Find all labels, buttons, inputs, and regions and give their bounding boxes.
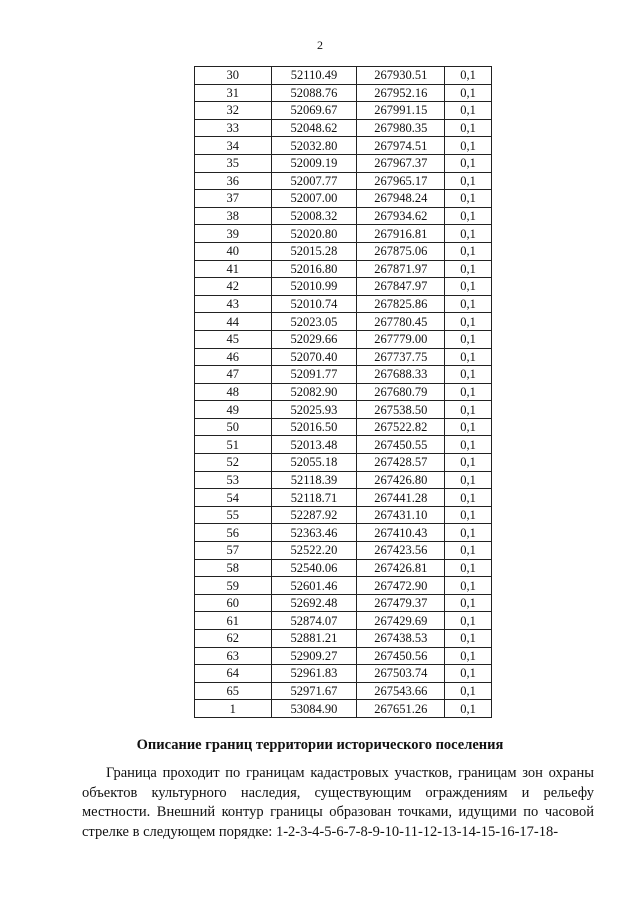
point-number-cell: 43 (195, 295, 272, 313)
accuracy-cell: 0,1 (445, 594, 492, 612)
x-coordinate-cell: 52881.21 (271, 630, 357, 648)
x-coordinate-cell: 52118.71 (271, 489, 357, 507)
x-coordinate-cell: 52110.49 (271, 67, 357, 85)
y-coordinate-cell: 267429.69 (357, 612, 445, 630)
y-coordinate-cell: 267423.56 (357, 542, 445, 560)
x-coordinate-cell: 52091.77 (271, 366, 357, 384)
y-coordinate-cell: 267479.37 (357, 594, 445, 612)
x-coordinate-cell: 52010.99 (271, 278, 357, 296)
table-row (195, 225, 492, 243)
table-row (195, 665, 492, 683)
accuracy-cell: 0,1 (445, 330, 492, 348)
point-number-cell: 55 (195, 506, 272, 524)
accuracy-cell: 0,1 (445, 489, 492, 507)
x-coordinate-cell: 52601.46 (271, 577, 357, 595)
accuracy-cell: 0,1 (445, 348, 492, 366)
point-number-cell: 65 (195, 682, 272, 700)
x-coordinate-cell: 52961.83 (271, 665, 357, 683)
x-coordinate-cell: 52032.80 (271, 137, 357, 155)
accuracy-cell: 0,1 (445, 436, 492, 454)
point-number-cell: 1 (195, 700, 272, 718)
accuracy-cell: 0,1 (445, 190, 492, 208)
y-coordinate-cell: 267410.43 (357, 524, 445, 542)
point-number-cell: 30 (195, 67, 272, 85)
table-row (195, 489, 492, 507)
point-number-cell: 33 (195, 119, 272, 137)
table-row (195, 454, 492, 472)
x-coordinate-cell: 52010.74 (271, 295, 357, 313)
table-row (195, 84, 492, 102)
x-coordinate-cell: 52013.48 (271, 436, 357, 454)
accuracy-cell: 0,1 (445, 67, 492, 85)
table-row (195, 313, 492, 331)
table-row (195, 700, 492, 718)
accuracy-cell: 0,1 (445, 207, 492, 225)
coordinates-table-body (195, 67, 492, 718)
y-coordinate-cell: 267438.53 (357, 630, 445, 648)
table-row (195, 559, 492, 577)
table-row (195, 383, 492, 401)
boundary-description-paragraph: Граница проходит по границам кадастровых участков, границам зон охраны объектов культурного наследия, существующим ограждениям и рельефу местности. Внешний контур границы образован точками, идущими по часовой стрелке в следующем порядке: 1-2-3-4-5-6-7-8-9-10-11-12-13-14-15-16-17-18- (82, 765, 594, 840)
y-coordinate-cell: 267875.06 (357, 242, 445, 260)
point-number-cell: 39 (195, 225, 272, 243)
accuracy-cell: 0,1 (445, 278, 492, 296)
accuracy-cell: 0,1 (445, 260, 492, 278)
accuracy-cell: 0,1 (445, 630, 492, 648)
table-row (195, 366, 492, 384)
y-coordinate-cell: 267779.00 (357, 330, 445, 348)
table-row (195, 260, 492, 278)
table-row (195, 418, 492, 436)
point-number-cell: 32 (195, 102, 272, 120)
y-coordinate-cell: 267965.17 (357, 172, 445, 190)
y-coordinate-cell: 267825.86 (357, 295, 445, 313)
y-coordinate-cell: 267871.97 (357, 260, 445, 278)
x-coordinate-cell: 52020.80 (271, 225, 357, 243)
point-number-cell: 31 (195, 84, 272, 102)
accuracy-cell: 0,1 (445, 665, 492, 683)
x-coordinate-cell: 52909.27 (271, 647, 357, 665)
table-row (195, 172, 492, 190)
accuracy-cell: 0,1 (445, 454, 492, 472)
x-coordinate-cell: 52692.48 (271, 594, 357, 612)
accuracy-cell: 0,1 (445, 418, 492, 436)
point-number-cell: 63 (195, 647, 272, 665)
y-coordinate-cell: 267426.80 (357, 471, 445, 489)
accuracy-cell: 0,1 (445, 542, 492, 560)
table-row (195, 647, 492, 665)
table-row (195, 102, 492, 120)
y-coordinate-cell: 267991.15 (357, 102, 445, 120)
y-coordinate-cell: 267472.90 (357, 577, 445, 595)
table-row (195, 524, 492, 542)
point-number-cell: 42 (195, 278, 272, 296)
point-number-cell: 45 (195, 330, 272, 348)
point-number-cell: 54 (195, 489, 272, 507)
table-row (195, 401, 492, 419)
y-coordinate-cell: 267522.82 (357, 418, 445, 436)
point-number-cell: 60 (195, 594, 272, 612)
x-coordinate-cell: 52069.67 (271, 102, 357, 120)
table-row (195, 542, 492, 560)
point-number-cell: 47 (195, 366, 272, 384)
page-number: 2 (317, 38, 323, 52)
point-number-cell: 35 (195, 154, 272, 172)
point-number-cell: 51 (195, 436, 272, 454)
y-coordinate-cell: 267948.24 (357, 190, 445, 208)
x-coordinate-cell: 52055.18 (271, 454, 357, 472)
table-row (195, 278, 492, 296)
y-coordinate-cell: 267974.51 (357, 137, 445, 155)
x-coordinate-cell: 52016.80 (271, 260, 357, 278)
y-coordinate-cell: 267737.75 (357, 348, 445, 366)
accuracy-cell: 0,1 (445, 471, 492, 489)
y-coordinate-cell: 267688.33 (357, 366, 445, 384)
accuracy-cell: 0,1 (445, 577, 492, 595)
y-coordinate-cell: 267450.55 (357, 436, 445, 454)
x-coordinate-cell: 52007.77 (271, 172, 357, 190)
accuracy-cell: 0,1 (445, 119, 492, 137)
x-coordinate-cell: 52971.67 (271, 682, 357, 700)
y-coordinate-cell: 267503.74 (357, 665, 445, 683)
accuracy-cell: 0,1 (445, 524, 492, 542)
x-coordinate-cell: 52082.90 (271, 383, 357, 401)
accuracy-cell: 0,1 (445, 313, 492, 331)
table-row (195, 506, 492, 524)
table-row (195, 348, 492, 366)
accuracy-cell: 0,1 (445, 225, 492, 243)
point-number-cell: 50 (195, 418, 272, 436)
point-number-cell: 40 (195, 242, 272, 260)
table-row (195, 242, 492, 260)
y-coordinate-cell: 267428.57 (357, 454, 445, 472)
x-coordinate-cell: 52874.07 (271, 612, 357, 630)
x-coordinate-cell: 52023.05 (271, 313, 357, 331)
x-coordinate-cell: 52009.19 (271, 154, 357, 172)
x-coordinate-cell: 52522.20 (271, 542, 357, 560)
table-row (195, 154, 492, 172)
accuracy-cell: 0,1 (445, 506, 492, 524)
y-coordinate-cell: 267651.26 (357, 700, 445, 718)
point-number-cell: 58 (195, 559, 272, 577)
y-coordinate-cell: 267543.66 (357, 682, 445, 700)
point-number-cell: 34 (195, 137, 272, 155)
point-number-cell: 52 (195, 454, 272, 472)
accuracy-cell: 0,1 (445, 647, 492, 665)
table-row (195, 119, 492, 137)
y-coordinate-cell: 267680.79 (357, 383, 445, 401)
point-number-cell: 61 (195, 612, 272, 630)
x-coordinate-cell: 53084.90 (271, 700, 357, 718)
y-coordinate-cell: 267967.37 (357, 154, 445, 172)
point-number-cell: 53 (195, 471, 272, 489)
x-coordinate-cell: 52048.62 (271, 119, 357, 137)
x-coordinate-cell: 52007.00 (271, 190, 357, 208)
x-coordinate-cell: 52540.06 (271, 559, 357, 577)
y-coordinate-cell: 267916.81 (357, 225, 445, 243)
x-coordinate-cell: 52088.76 (271, 84, 357, 102)
table-row (195, 207, 492, 225)
table-row (195, 682, 492, 700)
point-number-cell: 38 (195, 207, 272, 225)
table-row (195, 67, 492, 85)
y-coordinate-cell: 267431.10 (357, 506, 445, 524)
y-coordinate-cell: 267538.50 (357, 401, 445, 419)
y-coordinate-cell: 267780.45 (357, 313, 445, 331)
accuracy-cell: 0,1 (445, 137, 492, 155)
y-coordinate-cell: 267426.81 (357, 559, 445, 577)
point-number-cell: 64 (195, 665, 272, 683)
y-coordinate-cell: 267450.56 (357, 647, 445, 665)
section-heading: Описание границ территории исторического поселения (136, 737, 504, 753)
point-number-cell: 41 (195, 260, 272, 278)
x-coordinate-cell: 52016.50 (271, 418, 357, 436)
point-number-cell: 59 (195, 577, 272, 595)
point-number-cell: 36 (195, 172, 272, 190)
table-row (195, 436, 492, 454)
accuracy-cell: 0,1 (445, 84, 492, 102)
table-row (195, 471, 492, 489)
y-coordinate-cell: 267980.35 (357, 119, 445, 137)
accuracy-cell: 0,1 (445, 366, 492, 384)
table-row (195, 330, 492, 348)
point-number-cell: 62 (195, 630, 272, 648)
x-coordinate-cell: 52029.66 (271, 330, 357, 348)
y-coordinate-cell: 267930.51 (357, 67, 445, 85)
table-row (195, 137, 492, 155)
point-number-cell: 37 (195, 190, 272, 208)
point-number-cell: 46 (195, 348, 272, 366)
y-coordinate-cell: 267847.97 (357, 278, 445, 296)
x-coordinate-cell: 52015.28 (271, 242, 357, 260)
table-row (195, 630, 492, 648)
x-coordinate-cell: 52118.39 (271, 471, 357, 489)
accuracy-cell: 0,1 (445, 242, 492, 260)
point-number-cell: 44 (195, 313, 272, 331)
point-number-cell: 57 (195, 542, 272, 560)
x-coordinate-cell: 52287.92 (271, 506, 357, 524)
y-coordinate-cell: 267934.62 (357, 207, 445, 225)
accuracy-cell: 0,1 (445, 154, 492, 172)
point-number-cell: 49 (195, 401, 272, 419)
table-row (195, 190, 492, 208)
x-coordinate-cell: 52025.93 (271, 401, 357, 419)
table-row (195, 577, 492, 595)
accuracy-cell: 0,1 (445, 401, 492, 419)
point-number-cell: 56 (195, 524, 272, 542)
y-coordinate-cell: 267952.16 (357, 84, 445, 102)
point-number-cell: 48 (195, 383, 272, 401)
y-coordinate-cell: 267441.28 (357, 489, 445, 507)
table-row (195, 612, 492, 630)
x-coordinate-cell: 52363.46 (271, 524, 357, 542)
accuracy-cell: 0,1 (445, 102, 492, 120)
table-row (195, 295, 492, 313)
x-coordinate-cell: 52070.40 (271, 348, 357, 366)
accuracy-cell: 0,1 (445, 559, 492, 577)
accuracy-cell: 0,1 (445, 612, 492, 630)
accuracy-cell: 0,1 (445, 295, 492, 313)
accuracy-cell: 0,1 (445, 383, 492, 401)
accuracy-cell: 0,1 (445, 172, 492, 190)
coordinates-table (194, 66, 492, 718)
accuracy-cell: 0,1 (445, 682, 492, 700)
accuracy-cell: 0,1 (445, 700, 492, 718)
x-coordinate-cell: 52008.32 (271, 207, 357, 225)
table-row (195, 594, 492, 612)
